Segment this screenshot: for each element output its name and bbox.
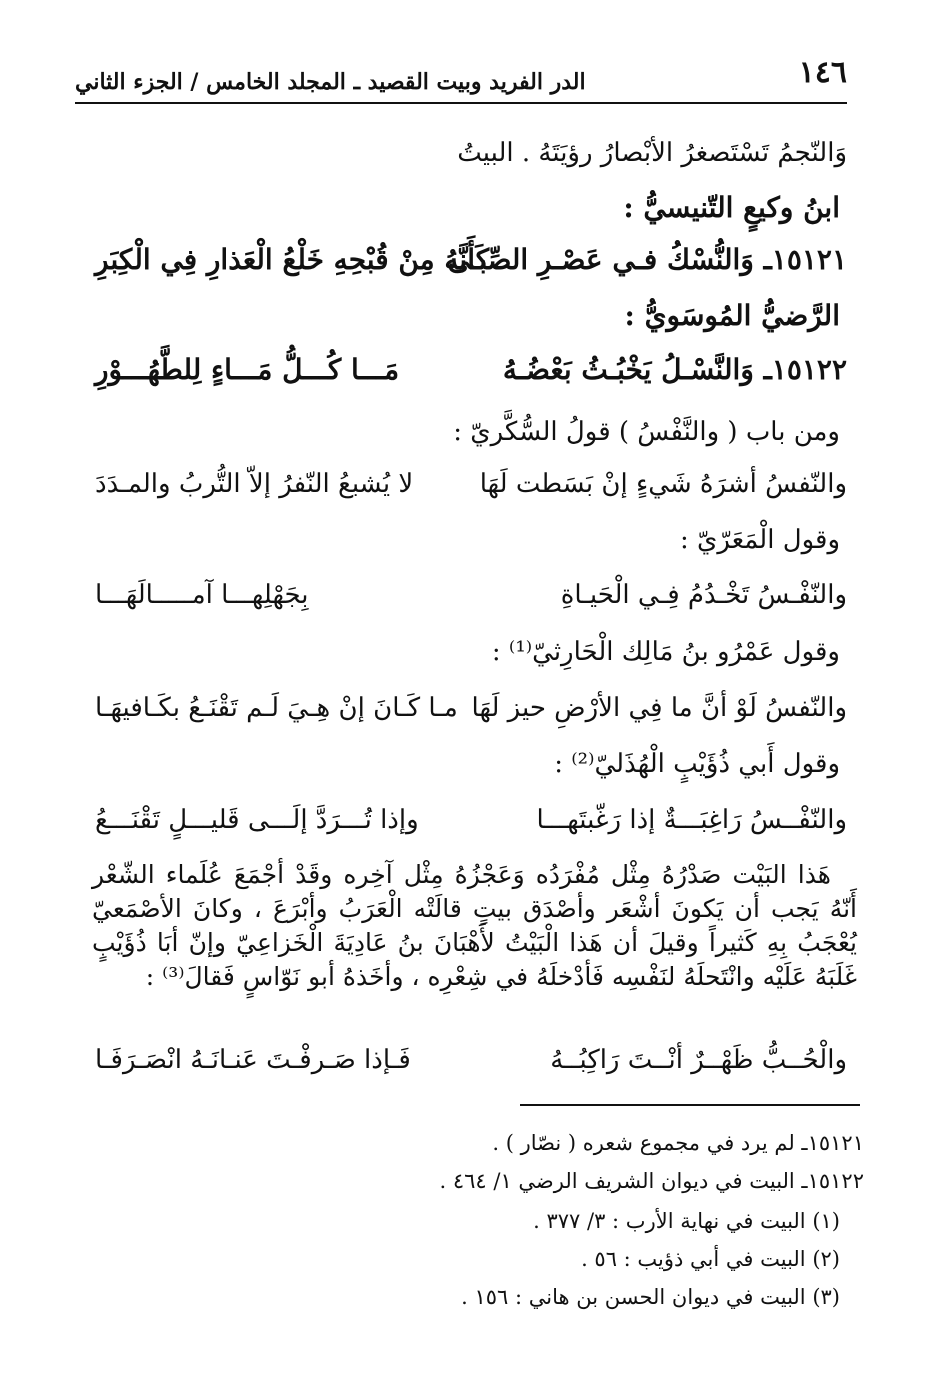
verse-first-hemistich: ١٥١٢٢ـ وَالنَّسْـلُ يَخْبُـثُ بَعْضُـهُ (502, 353, 847, 386)
verse-second-hemistich: كَأَنَّهُ مِنْ قُبْحِهِ خَلْعُ الْعَذارِ فِي الْكِبَرِ (95, 243, 490, 276)
running-title: الدر الفريد وبيت القصيد ـ المجلد الخامس / الجزء الثاني (75, 69, 586, 95)
verse-first-hemistich: والْحُــبُّ ظَهْــرٌ أنْــتَ رَاكِبُــهُ (550, 1045, 847, 1075)
verse-harithi (95, 688, 847, 728)
verse-second-hemistich: لا يُشبعُ النّفرُ إلاّ التُّربُ والمـدَدَ (95, 469, 414, 499)
quote-intro: وقول الْمَعَرّيّ : (679, 525, 840, 555)
footnote-divider (520, 1104, 860, 1106)
verse-first-hemistich: والنّفْــسُ رَاغِبَـــةٌ إذا رَغّبتَهـــا (536, 805, 847, 835)
quote-intro: وقول أَبي ذُؤَيْبٍ الْهُذَليّ⁽²⁾ : (554, 749, 840, 779)
verse-second-hemistich: وإذا تُـــرَدَّ إلَـــى قَليـــلٍ تَقْنَـــعُ (95, 805, 419, 835)
verse-maarri (95, 575, 847, 615)
verse-15121 (95, 240, 847, 280)
page-header (75, 55, 847, 99)
header-divider (75, 102, 847, 104)
verse-sukkari (95, 464, 847, 504)
quote-intro: ومن باب ( والنَّفْسُ ) قولُ السُّكَّريّ : (453, 417, 840, 447)
footnote: (٢) البيت في أبي ذؤيب : ٥٦ . (581, 1247, 840, 1271)
footnote: (٣) البيت في ديوان الحسن بن هاني : ١٥٦ . (461, 1285, 840, 1309)
verse-second-hemistich: بِجَهْلِهـــا آمـــــالَهَـــا (95, 580, 309, 610)
verse-abu-nuwas (95, 1040, 847, 1080)
verse-first-hemistich: والنّفسُ لَوْ أنَّ ما فِي الأرْضِ حيز لَهَا (471, 693, 847, 723)
verse-second-hemistich: مـا كَـانَ إنْ هِـيَ لَـم تَقْنَـعُ بكَـافيهَـا (95, 693, 458, 723)
verse-first-hemistich: والنّفسُ أشرَهُ شَيءٍ إنْ بَسَطت لَهَا (479, 469, 847, 499)
verse-second-hemistich: فَـإذا صَـرفْـتَ عَنـانَـهُ انْصَـرَفَـا (95, 1045, 411, 1075)
verse-15122 (95, 350, 847, 390)
verse-first-hemistich: والنّفْـسُ تَخْـدُمُ فِـي الْحَيـاةِ (560, 580, 847, 610)
commentary-paragraph: هَذا البَيْت صَدْرُهُ مِثْل مُفْرَدُه وَعَجْزُهُ مِثْل آخِره وقَدْ أجْمَعَ عُلَماء الشّعْر أَنّهُ يَجب أن يَكونَ أشْعَر وأصْدَق بيتٍ قالَتْه الْعَرَبُ وأبْرَعَ ، وكانَ الأصْمَعيّ يُعْجَبُ بِهِ كَثيراً وقيلَ أن هَذا الْبَيْتُ لأَهْبَانَ بنُ عَادِيَةَ الْخَزاعِيّ وإنّ أبَا ذُؤَيْبٍ غَلَبَهُ عَلَيْه وانْتَحلَهُ لنَفْسِه فَأدْخلَهُ في شِعْرِه ، وأخَذهُ أبو نَوّاسٍ فَقالَ⁽³⁾ : (92, 860, 857, 991)
verse-second-hemistich: مَـــا كُـــلُّ مَـــاءٍ لِلطَّهُـــوْرِ (95, 353, 400, 386)
footnote: ١٥١٢٢ـ البيت في ديوان الشريف الرضي ١/ ٤٦٤ . (439, 1169, 864, 1193)
footnote: (١) البيت في نهاية الأرب : ٣/ ٣٧٧ . (533, 1209, 840, 1233)
page-number: ١٤٦ (798, 55, 847, 90)
poet-name: الرَّضيُّ المُوسَويُّ : (624, 299, 840, 332)
poet-name: ابنُ وكيعٍ التّنيسيُّ : (623, 191, 840, 224)
verse-first-hemistich: ١٥١٢١ـ وَالنُّسْكُ فـي عَصْـرِ الصِّبـى (447, 243, 847, 276)
verse-hudhali (95, 800, 847, 840)
footnote: ١٥١٢١ـ لم يرد في مجموع شعره ( نصّار ) . (492, 1131, 864, 1155)
intro-line: وَالنّجمُ تَسْتَصغرُ الأبْصارُ رؤيَتَهُ . البيتُ (457, 138, 847, 168)
quote-intro: وقول عَمْرُو بنُ مَالِك الْحَارِثيّ⁽¹⁾ : (491, 637, 840, 667)
